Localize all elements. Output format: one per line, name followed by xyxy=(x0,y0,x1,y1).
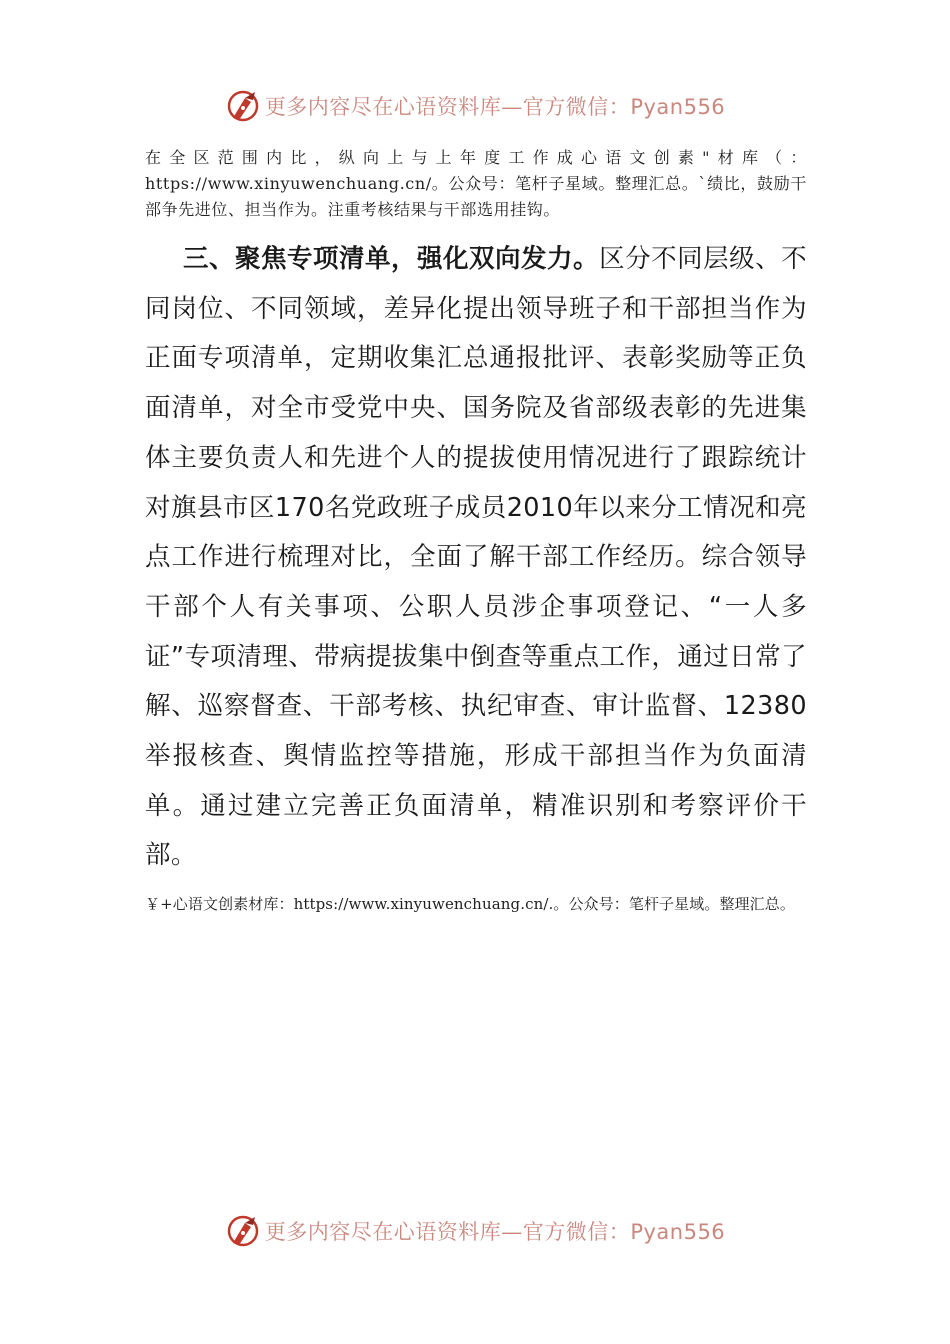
header-banner-brand: Pyan556 xyxy=(630,95,726,119)
header-banner xyxy=(0,86,950,126)
top-note: 在全区范围内比，纵向上与上年度工作成心语文创素"材库（：https://www.xinyuwenchuang.cn/。公众号：笔杆子星域。整理汇总。`绩比，鼓励干部争先进位、担当作为。注重考核结果与干部选用挂钩。 xyxy=(145,148,807,219)
footer-banner-brand: Pyan556 xyxy=(630,1220,726,1244)
header-banner-text: 更多内容尽在心语资料库—官方微信：Pyan556 xyxy=(264,95,726,119)
pen-nib-logo-icon xyxy=(225,88,261,124)
footer-banner xyxy=(0,1211,950,1251)
footer-banner-text: 更多内容尽在心语资料库—官方微信：Pyan556 xyxy=(264,1220,726,1244)
section-paragraph xyxy=(145,235,807,881)
section-heading: 三、聚焦专项清单，强化双向发力。 xyxy=(183,244,600,274)
section-body: 区分不同层级、不同岗位、不同领域，差异化提出领导班子和干部担当作为正面专项清单，定期收集汇总通报批评、表彰奖励等正负面清单，对全市受党中央、国务院及省部级表彰的先进集体主要负责人和先进个人的提拔使用情况进行了跟踪统计对旗县市区170名党政班子成员2010年以来分工情况和亮点工作进行梳理对比，全面了解干部工作经历。综合领导干部个人有关事项、公职人员涉企事项登记、“一人多证”专项清理、带病提拔集中倒查等重点工作，通过日常了解、巡察督查、干部考核、执纪审查、审计监督、12380举报核查、舆情监控等措施，形成干部担当作为负面清单。通过建立完善正负面清单，精准识别和考察评价干部。 xyxy=(145,244,808,871)
pen-nib-logo-icon xyxy=(225,1213,261,1249)
footnote: ￥+心语文创素材库：https://www.xinyuwenchuang.cn/.。公众号：笔杆子星域。整理汇总。 xyxy=(145,895,795,913)
